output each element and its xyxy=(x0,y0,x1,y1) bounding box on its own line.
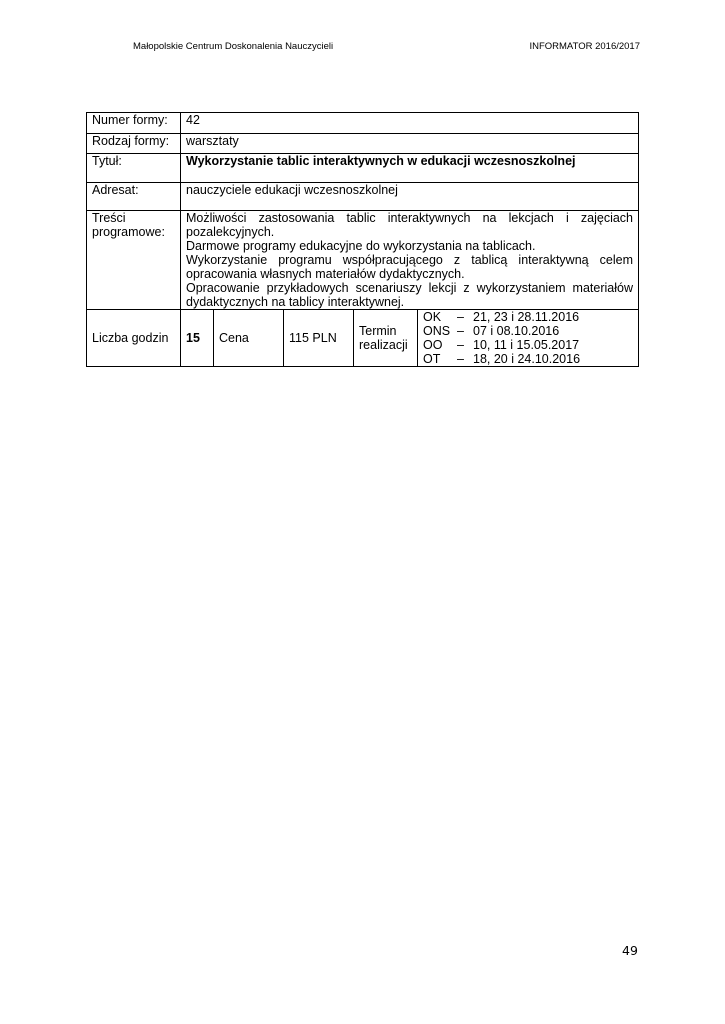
termin-code: OK xyxy=(423,310,442,324)
tresci-item: Opracowanie przykładowych scenariuszy lekcji z wykorzystaniem materiałów dydaktycznych na tablicy interaktywnej. xyxy=(186,281,633,309)
row-tresci xyxy=(87,211,639,310)
termin-dates: 10, 11 i 15.05.2017 xyxy=(473,338,580,352)
termin-dates: 18, 20 i 24.10.2016 xyxy=(473,352,581,366)
termin-code: OO xyxy=(423,338,443,352)
row-adresat xyxy=(87,183,639,211)
tresci-label: Treści programowe: xyxy=(87,211,181,310)
row-numer xyxy=(87,113,639,134)
row-godziny xyxy=(87,310,639,367)
terminy-list xyxy=(418,310,639,366)
termin-dates: 07 i 08.10.2016 xyxy=(473,324,560,338)
tresci-item: Wykorzystanie programu współpracującego z tablicą interaktywną celem opracowania własnych materiałów dydaktycznych. xyxy=(186,253,633,281)
godzin-value: 15 xyxy=(186,331,200,345)
termin-item xyxy=(423,338,633,352)
page-number: 49 xyxy=(622,943,638,958)
form-table xyxy=(86,112,639,367)
adresat-label: Adresat: xyxy=(87,183,181,211)
godzin-label: Liczba godzin xyxy=(87,310,181,367)
termin-dash: – xyxy=(457,338,464,352)
termin-item xyxy=(423,352,633,366)
termin-dash: – xyxy=(457,310,464,324)
header-informator: INFORMATOR 2016/2017 xyxy=(529,41,640,52)
tresci-item: Możliwości zastosowania tablic interaktywnych na lekcjach i zajęciach pozalekcyjnych. xyxy=(186,211,633,239)
adresat-value: nauczyciele edukacji wczesnoszkolnej xyxy=(181,183,639,211)
termin-item xyxy=(423,324,633,338)
termin-label: Termin realizacji xyxy=(354,310,418,366)
termin-code: OT xyxy=(423,352,441,366)
cena-value: 115 PLN xyxy=(284,310,354,366)
numer-label: Numer formy: xyxy=(87,113,181,134)
termin-dash: – xyxy=(457,352,464,366)
row-tytul xyxy=(87,154,639,183)
rodzaj-value: warsztaty xyxy=(181,134,639,154)
godziny-details xyxy=(181,310,639,367)
tytul-value: Wykorzystanie tablic interaktywnych w edukacji wczesnoszkolnej xyxy=(181,154,639,183)
termin-item xyxy=(423,310,633,324)
row-rodzaj xyxy=(87,134,639,154)
numer-value: 42 xyxy=(181,113,639,134)
rodzaj-label: Rodzaj formy: xyxy=(87,134,181,154)
tytul-label: Tytuł: xyxy=(87,154,181,183)
cena-label: Cena xyxy=(214,310,284,366)
termin-code: ONS xyxy=(423,324,451,338)
termin-dash: – xyxy=(457,324,464,338)
tresci-item: Darmowe programy edukacyjne do wykorzystania na tablicach. xyxy=(186,239,536,253)
header-institution: Małopolskie Centrum Doskonalenia Nauczycieli xyxy=(133,41,334,52)
termin-dates: 21, 23 i 28.11.2016 xyxy=(473,310,580,324)
tresci-content xyxy=(181,211,639,310)
details-table xyxy=(181,310,638,366)
